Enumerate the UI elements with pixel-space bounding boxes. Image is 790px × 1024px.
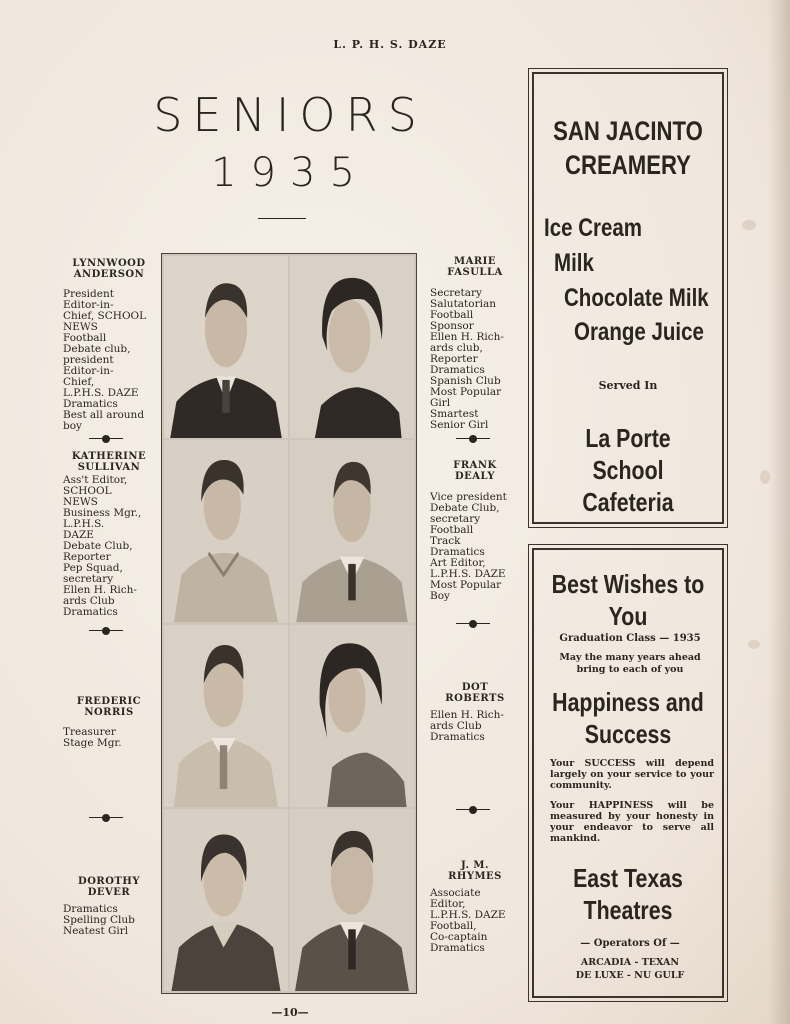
bio-line: boy	[63, 420, 82, 432]
bio-line: Editor-in-	[63, 365, 114, 377]
senior-name: J. M. RHYMES	[448, 860, 502, 882]
ornament-divider	[456, 806, 490, 814]
wishes-text: May the many years ahead bring to each of you	[559, 652, 701, 675]
title-divider	[258, 218, 306, 219]
bio-line: L.P.H.S. DAZE	[430, 909, 506, 921]
bio-line: Debate Club,	[430, 502, 500, 514]
bio-line: Chief, SCHOOL	[63, 310, 147, 322]
bio-line: ards Club	[63, 595, 115, 607]
paper-stain	[742, 220, 756, 230]
creamery-ad	[532, 72, 724, 524]
bio-line: Vice president	[430, 491, 507, 503]
product-item: Milk	[554, 249, 594, 277]
portrait-photo	[164, 256, 288, 438]
bio-line: Girl	[430, 397, 451, 409]
bio-line: Ass't Editor,	[63, 474, 128, 486]
bio-line: ards club,	[430, 342, 483, 354]
bio-line: ards Club	[430, 720, 482, 732]
company-name: East Texas Theatres	[573, 863, 683, 925]
bio-line: Debate Club,	[63, 540, 133, 552]
bio-line: Smartest	[430, 408, 479, 420]
bio-line: Associate	[430, 887, 481, 899]
bio-line: Business Mgr.,	[63, 507, 142, 519]
portrait-photo	[290, 809, 414, 991]
ornament-divider	[89, 435, 123, 443]
portrait-photo	[290, 625, 414, 807]
page-edge-shadow	[768, 0, 790, 1024]
bio-line: Pep Squad,	[63, 562, 123, 574]
senior-bio	[430, 860, 520, 954]
product-item: Orange Juice	[574, 318, 704, 346]
product-item: Ice Cream	[544, 214, 643, 242]
senior-photo-grid	[161, 253, 417, 994]
bio-line: Football	[430, 309, 474, 321]
portrait-photo	[164, 625, 288, 807]
theatres-ad	[532, 548, 724, 998]
bio-line: NEWS	[63, 496, 98, 508]
section-title: SENIORS	[153, 88, 427, 142]
senior-name: MARIE FASULLA	[447, 256, 503, 278]
bio-line: Sponsor	[430, 320, 474, 332]
senior-bio	[63, 258, 155, 432]
portrait-photo	[164, 809, 288, 991]
bio-line: L.P.H.S.	[63, 518, 105, 530]
senior-bio	[430, 460, 520, 602]
bio-line: L.P.H.S. DAZE	[430, 568, 506, 580]
senior-bio	[430, 682, 520, 743]
bio-line: Neatest Girl	[63, 925, 129, 937]
bio-line: Co-captain	[430, 931, 488, 943]
bio-line: NEWS	[63, 321, 98, 333]
bio-line: secretary	[63, 573, 114, 585]
portrait-photo	[290, 256, 414, 438]
bio-line: Art Editor,	[430, 557, 486, 569]
bio-line: Editor,	[430, 898, 466, 910]
bio-line: SCHOOL	[63, 485, 112, 497]
bio-line: Most Popular	[430, 386, 502, 398]
ornament-divider	[89, 814, 123, 822]
happiness-heading: Happiness and Success	[552, 687, 704, 749]
ornament-divider	[456, 435, 490, 443]
paper-stain	[760, 470, 770, 484]
bio-line: Dramatics	[63, 398, 118, 410]
bio-line: Debate club,	[63, 343, 131, 355]
served-place: La Porte School Cafeteria	[582, 423, 674, 517]
senior-bio	[63, 696, 155, 749]
bio-line: Spanish Club	[430, 375, 501, 387]
bio-line: Dramatics	[430, 942, 485, 954]
bio-line: Dramatics	[63, 903, 118, 915]
senior-bio	[63, 876, 155, 937]
bio-line: Reporter	[430, 353, 478, 365]
page-header: L. P. H. S. DAZE	[333, 38, 447, 51]
senior-name: DOROTHY DEVER	[78, 876, 140, 898]
bio-line: Chief,	[63, 376, 95, 388]
bio-line: Track	[430, 535, 461, 547]
bio-line: secretary	[430, 513, 481, 525]
bio-line: Senior Girl	[430, 419, 489, 431]
ornament-divider	[456, 620, 490, 628]
ornament-divider	[89, 627, 123, 635]
bio-line: Spelling Club	[63, 914, 135, 926]
operators-line: — Operators Of —	[580, 938, 680, 949]
bio-line: Reporter	[63, 551, 111, 563]
section-year: 1935	[211, 150, 369, 196]
bio-line: Editor-in-	[63, 299, 114, 311]
bio-line: Boy	[430, 590, 450, 602]
senior-name: DOT ROBERTS	[445, 682, 505, 704]
bio-line: Stage Mgr.	[63, 737, 122, 749]
senior-bio	[430, 256, 520, 431]
bio-line: L.P.H.S. DAZE	[63, 387, 139, 399]
bio-line: Secretary	[430, 287, 482, 299]
bio-line: Best all around	[63, 409, 145, 421]
bio-line: Dramatics	[430, 364, 485, 376]
happiness-paragraph: Your HAPPINESS will be measured by your honesty in your endeavor to serve all mankind.	[550, 800, 714, 844]
paper-stain	[748, 640, 760, 649]
portrait-photo	[164, 440, 288, 622]
portrait-photo	[290, 440, 414, 622]
success-paragraph: Your SUCCESS will depend largely on your service to your community.	[550, 758, 714, 791]
bio-line: President	[63, 288, 114, 300]
bio-line: Salutatorian	[430, 298, 496, 310]
venues-list: ARCADIA - TEXAN DE LUXE - NU GULF	[575, 957, 685, 981]
senior-name: FRANK DEALY	[453, 460, 497, 482]
best-wishes-heading: Best Wishes to You	[551, 569, 705, 631]
bio-line: Dramatics	[63, 606, 118, 618]
senior-name: KATHERINE SULLIVAN	[71, 451, 147, 473]
bio-line: Football	[430, 524, 474, 536]
bio-line: DAZE	[63, 529, 94, 541]
bio-line: Dramatics	[430, 731, 485, 743]
bio-line: Dramatics	[430, 546, 485, 558]
page-number: —10—	[271, 1006, 309, 1019]
senior-name: LYNNWOOD ANDERSON	[72, 258, 146, 280]
senior-bio	[63, 451, 155, 618]
product-item: Chocolate Milk	[564, 284, 709, 312]
bio-line: Football,	[430, 920, 477, 932]
bio-line: Most Popular	[430, 579, 502, 591]
bio-line: Treasurer	[63, 726, 116, 738]
served-in-label: Served In	[598, 379, 658, 392]
bio-line: Ellen H. Rich-	[430, 709, 504, 721]
bio-line: president	[63, 354, 114, 366]
bio-line: Ellen H. Rich-	[63, 584, 137, 596]
bio-line: Ellen H. Rich-	[430, 331, 504, 343]
bio-line: Football	[63, 332, 107, 344]
creamery-brand: SAN JACINTO CREAMERY	[553, 116, 703, 180]
senior-name: FREDERIC NORRIS	[76, 696, 142, 718]
graduation-class-line: Graduation Class — 1935	[559, 633, 701, 644]
